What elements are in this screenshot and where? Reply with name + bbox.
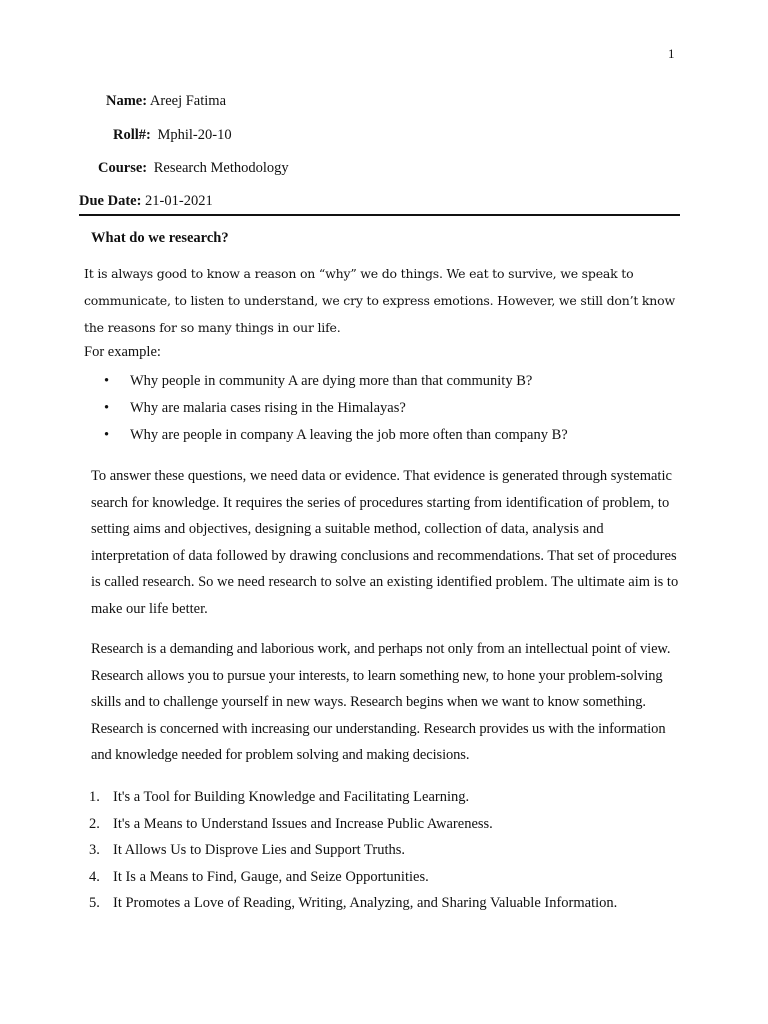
reasons-list bbox=[89, 786, 617, 919]
reason-text: It's a Means to Understand Issues and Increase Public Awareness. bbox=[113, 815, 493, 832]
example-text: Why are malaria cases rising in the Himalayas? bbox=[130, 400, 406, 416]
due-date-value: 21-01-2021 bbox=[145, 193, 213, 209]
example-text: Why people in community A are dying more than that community B? bbox=[130, 373, 533, 389]
page-number: 1 bbox=[668, 46, 675, 61]
body-paragraph: Research is a demanding and laborious work, and perhaps not only from an intellectual point of view. Research allows you to pursue your interests, to learn something new, to hone your problem-solving skills and to challenge yourself in new ways. Research begins when we want to know something. Research is concerned with increasing our understanding. Research provides us with the information and knowledge needed for problem solving and making decisions. bbox=[91, 641, 671, 763]
examples-list bbox=[104, 370, 568, 451]
bullet-icon: • bbox=[104, 427, 110, 443]
reason-text: It Is a Means to Find, Gauge, and Seize Opportunities. bbox=[113, 868, 429, 885]
list-item bbox=[104, 424, 568, 451]
name-label: Name: bbox=[106, 93, 148, 109]
list-item bbox=[89, 786, 617, 813]
header-divider bbox=[79, 214, 680, 216]
roll-label: Roll#: bbox=[113, 127, 151, 143]
reason-text: It Promotes a Love of Reading, Writing, Analyzing, and Sharing Valuable Information. bbox=[113, 895, 618, 912]
list-item bbox=[104, 370, 568, 397]
course-line bbox=[98, 160, 289, 177]
list-item bbox=[89, 839, 617, 866]
due-date-line bbox=[79, 193, 213, 210]
body-paragraph: To answer these questions, we need data or evidence. That evidence is generated through systematic search for knowledge. It requires the series of procedures starting from identification of problem, to setting aims and objectives, designing a suitable method, collection of data, analysis and interpretation of data followed by drawing conclusions and recommendations. That set of procedures is called research. So we need research to solve an existing identified problem. The ultimate aim is to make our life better. bbox=[91, 468, 679, 617]
due-date-label: Due Date: bbox=[79, 193, 142, 209]
reason-text: It's a Tool for Building Knowledge and Facilitating Learning. bbox=[113, 789, 470, 805]
list-item bbox=[104, 397, 568, 424]
reason-text: It Allows Us to Disprove Lies and Support Truths. bbox=[113, 842, 406, 859]
roll-line bbox=[113, 127, 232, 144]
roll-value: Mphil-20-10 bbox=[157, 127, 232, 143]
bullet-icon: • bbox=[104, 400, 110, 416]
example-text: Why are people in company A leaving the job more often than company B? bbox=[130, 427, 568, 443]
list-number: 1. bbox=[89, 789, 100, 805]
list-item bbox=[89, 813, 617, 840]
list-item bbox=[89, 892, 617, 919]
list-number: 4. bbox=[89, 868, 100, 885]
list-number: 2. bbox=[89, 815, 100, 832]
course-label: Course: bbox=[98, 160, 148, 176]
list-item bbox=[89, 866, 617, 893]
course-value: Research Methodology bbox=[153, 160, 289, 176]
name-line bbox=[106, 93, 226, 110]
example-label: For example: bbox=[84, 344, 161, 360]
bullet-icon: • bbox=[104, 373, 110, 389]
list-number: 5. bbox=[89, 895, 100, 912]
section-heading: What do we research? bbox=[91, 230, 229, 246]
name-value: Areej Fatima bbox=[149, 93, 227, 109]
intro-paragraph: It is always good to know a reason on “why” we do things. We eat to survive, we speak to communicate, to listen to understand, we cry to express emotions. However, we still don’t know the reasons for so many things in our life. bbox=[84, 266, 675, 335]
list-number: 3. bbox=[89, 842, 100, 859]
